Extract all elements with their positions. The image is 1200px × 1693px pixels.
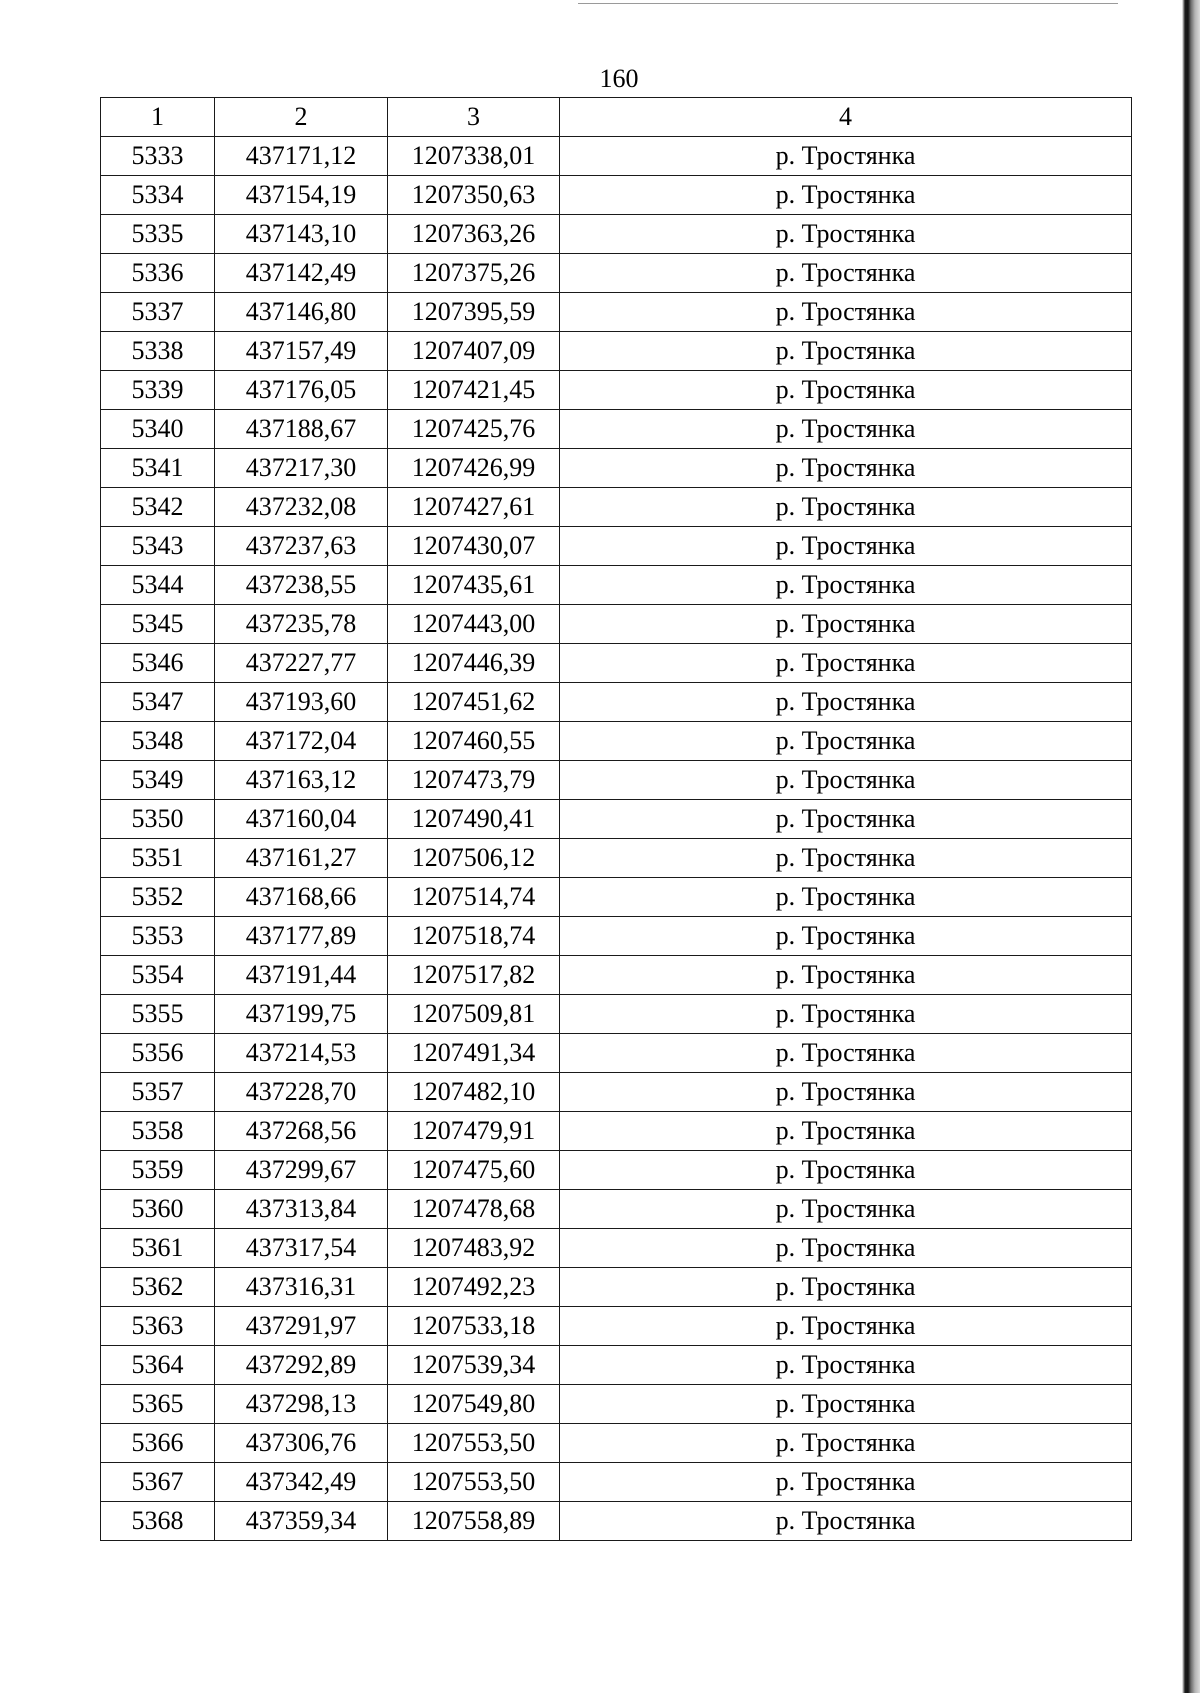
point-number-cell: 5334 xyxy=(101,176,215,215)
y-coordinate-cell: 1207473,79 xyxy=(388,761,560,800)
table-row xyxy=(101,371,1132,410)
table-row xyxy=(101,215,1132,254)
point-number-cell: 5355 xyxy=(101,995,215,1034)
y-coordinate-cell: 1207338,01 xyxy=(388,137,560,176)
column-header-4: 4 xyxy=(560,98,1132,137)
x-coordinate-cell: 437268,56 xyxy=(215,1112,388,1151)
x-coordinate-cell: 437227,77 xyxy=(215,644,388,683)
description-cell: р. Тростянка xyxy=(560,527,1132,566)
point-number-cell: 5346 xyxy=(101,644,215,683)
description-cell: р. Тростянка xyxy=(560,332,1132,371)
description-cell: р. Тростянка xyxy=(560,1034,1132,1073)
x-coordinate-cell: 437199,75 xyxy=(215,995,388,1034)
x-coordinate-cell: 437235,78 xyxy=(215,605,388,644)
column-header-3: 3 xyxy=(388,98,560,137)
y-coordinate-cell: 1207430,07 xyxy=(388,527,560,566)
table-row xyxy=(101,1034,1132,1073)
table-body xyxy=(101,137,1132,1541)
description-cell: р. Тростянка xyxy=(560,995,1132,1034)
y-coordinate-cell: 1207491,34 xyxy=(388,1034,560,1073)
description-cell: р. Тростянка xyxy=(560,1463,1132,1502)
description-cell: р. Тростянка xyxy=(560,917,1132,956)
description-cell: р. Тростянка xyxy=(560,605,1132,644)
description-cell: р. Тростянка xyxy=(560,683,1132,722)
x-coordinate-cell: 437299,67 xyxy=(215,1151,388,1190)
x-coordinate-cell: 437237,63 xyxy=(215,527,388,566)
description-cell: р. Тростянка xyxy=(560,1151,1132,1190)
table-row xyxy=(101,1151,1132,1190)
description-cell: р. Тростянка xyxy=(560,1073,1132,1112)
point-number-cell: 5367 xyxy=(101,1463,215,1502)
table-row xyxy=(101,1463,1132,1502)
description-cell: р. Тростянка xyxy=(560,371,1132,410)
column-header-2: 2 xyxy=(215,98,388,137)
point-number-cell: 5338 xyxy=(101,332,215,371)
x-coordinate-cell: 437232,08 xyxy=(215,488,388,527)
x-coordinate-cell: 437238,55 xyxy=(215,566,388,605)
x-coordinate-cell: 437157,49 xyxy=(215,332,388,371)
x-coordinate-cell: 437292,89 xyxy=(215,1346,388,1385)
table-row xyxy=(101,956,1132,995)
table-row xyxy=(101,1268,1132,1307)
x-coordinate-cell: 437163,12 xyxy=(215,761,388,800)
description-cell: р. Тростянка xyxy=(560,293,1132,332)
point-number-cell: 5351 xyxy=(101,839,215,878)
x-coordinate-cell: 437298,13 xyxy=(215,1385,388,1424)
table-row xyxy=(101,488,1132,527)
point-number-cell: 5339 xyxy=(101,371,215,410)
x-coordinate-cell: 437142,49 xyxy=(215,254,388,293)
point-number-cell: 5364 xyxy=(101,1346,215,1385)
y-coordinate-cell: 1207451,62 xyxy=(388,683,560,722)
y-coordinate-cell: 1207506,12 xyxy=(388,839,560,878)
y-coordinate-cell: 1207514,74 xyxy=(388,878,560,917)
point-number-cell: 5366 xyxy=(101,1424,215,1463)
table-row xyxy=(101,683,1132,722)
x-coordinate-cell: 437214,53 xyxy=(215,1034,388,1073)
x-coordinate-cell: 437193,60 xyxy=(215,683,388,722)
description-cell: р. Тростянка xyxy=(560,1229,1132,1268)
x-coordinate-cell: 437154,19 xyxy=(215,176,388,215)
table-row xyxy=(101,605,1132,644)
table-row xyxy=(101,566,1132,605)
point-number-cell: 5363 xyxy=(101,1307,215,1346)
point-number-cell: 5344 xyxy=(101,566,215,605)
point-number-cell: 5349 xyxy=(101,761,215,800)
y-coordinate-cell: 1207553,50 xyxy=(388,1463,560,1502)
y-coordinate-cell: 1207425,76 xyxy=(388,410,560,449)
y-coordinate-cell: 1207421,45 xyxy=(388,371,560,410)
y-coordinate-cell: 1207460,55 xyxy=(388,722,560,761)
point-number-cell: 5350 xyxy=(101,800,215,839)
y-coordinate-cell: 1207395,59 xyxy=(388,293,560,332)
y-coordinate-cell: 1207518,74 xyxy=(388,917,560,956)
x-coordinate-cell: 437191,44 xyxy=(215,956,388,995)
table-row xyxy=(101,176,1132,215)
description-cell: р. Тростянка xyxy=(560,488,1132,527)
table-row xyxy=(101,644,1132,683)
point-number-cell: 5348 xyxy=(101,722,215,761)
table-row xyxy=(101,1346,1132,1385)
x-coordinate-cell: 437188,67 xyxy=(215,410,388,449)
table-row xyxy=(101,293,1132,332)
description-cell: р. Тростянка xyxy=(560,254,1132,293)
y-coordinate-cell: 1207533,18 xyxy=(388,1307,560,1346)
table-row xyxy=(101,410,1132,449)
table-row xyxy=(101,1385,1132,1424)
point-number-cell: 5342 xyxy=(101,488,215,527)
x-coordinate-cell: 437168,66 xyxy=(215,878,388,917)
point-number-cell: 5362 xyxy=(101,1268,215,1307)
table-row xyxy=(101,995,1132,1034)
table-row xyxy=(101,1112,1132,1151)
point-number-cell: 5368 xyxy=(101,1502,215,1541)
y-coordinate-cell: 1207517,82 xyxy=(388,956,560,995)
table-row xyxy=(101,527,1132,566)
y-coordinate-cell: 1207553,50 xyxy=(388,1424,560,1463)
table-row xyxy=(101,137,1132,176)
point-number-cell: 5358 xyxy=(101,1112,215,1151)
table-row xyxy=(101,254,1132,293)
description-cell: р. Тростянка xyxy=(560,878,1132,917)
y-coordinate-cell: 1207478,68 xyxy=(388,1190,560,1229)
table-row xyxy=(101,332,1132,371)
y-coordinate-cell: 1207350,63 xyxy=(388,176,560,215)
point-number-cell: 5352 xyxy=(101,878,215,917)
table-row xyxy=(101,449,1132,488)
description-cell: р. Тростянка xyxy=(560,1502,1132,1541)
point-number-cell: 5336 xyxy=(101,254,215,293)
y-coordinate-cell: 1207549,80 xyxy=(388,1385,560,1424)
y-coordinate-cell: 1207426,99 xyxy=(388,449,560,488)
column-header-1: 1 xyxy=(101,98,215,137)
point-number-cell: 5340 xyxy=(101,410,215,449)
y-coordinate-cell: 1207492,23 xyxy=(388,1268,560,1307)
description-cell: р. Тростянка xyxy=(560,761,1132,800)
description-cell: р. Тростянка xyxy=(560,1385,1132,1424)
table-row xyxy=(101,1073,1132,1112)
y-coordinate-cell: 1207483,92 xyxy=(388,1229,560,1268)
description-cell: р. Тростянка xyxy=(560,722,1132,761)
table-header-row xyxy=(101,98,1132,137)
x-coordinate-cell: 437217,30 xyxy=(215,449,388,488)
point-number-cell: 5337 xyxy=(101,293,215,332)
description-cell: р. Тростянка xyxy=(560,176,1132,215)
scan-top-line xyxy=(578,3,1118,4)
scan-page-edge xyxy=(1182,0,1200,1693)
x-coordinate-cell: 437359,34 xyxy=(215,1502,388,1541)
point-number-cell: 5347 xyxy=(101,683,215,722)
description-cell: р. Тростянка xyxy=(560,215,1132,254)
x-coordinate-cell: 437306,76 xyxy=(215,1424,388,1463)
point-number-cell: 5353 xyxy=(101,917,215,956)
description-cell: р. Тростянка xyxy=(560,644,1132,683)
description-cell: р. Тростянка xyxy=(560,137,1132,176)
x-coordinate-cell: 437177,89 xyxy=(215,917,388,956)
y-coordinate-cell: 1207539,34 xyxy=(388,1346,560,1385)
y-coordinate-cell: 1207475,60 xyxy=(388,1151,560,1190)
coordinates-table xyxy=(100,97,1132,1541)
point-number-cell: 5359 xyxy=(101,1151,215,1190)
y-coordinate-cell: 1207427,61 xyxy=(388,488,560,527)
description-cell: р. Тростянка xyxy=(560,1190,1132,1229)
x-coordinate-cell: 437317,54 xyxy=(215,1229,388,1268)
point-number-cell: 5333 xyxy=(101,137,215,176)
description-cell: р. Тростянка xyxy=(560,1268,1132,1307)
table-row xyxy=(101,722,1132,761)
point-number-cell: 5354 xyxy=(101,956,215,995)
table-row xyxy=(101,1307,1132,1346)
description-cell: р. Тростянка xyxy=(560,410,1132,449)
x-coordinate-cell: 437160,04 xyxy=(215,800,388,839)
point-number-cell: 5357 xyxy=(101,1073,215,1112)
description-cell: р. Тростянка xyxy=(560,956,1132,995)
x-coordinate-cell: 437171,12 xyxy=(215,137,388,176)
x-coordinate-cell: 437342,49 xyxy=(215,1463,388,1502)
y-coordinate-cell: 1207490,41 xyxy=(388,800,560,839)
table-row xyxy=(101,800,1132,839)
description-cell: р. Тростянка xyxy=(560,566,1132,605)
point-number-cell: 5345 xyxy=(101,605,215,644)
y-coordinate-cell: 1207407,09 xyxy=(388,332,560,371)
x-coordinate-cell: 437172,04 xyxy=(215,722,388,761)
description-cell: р. Тростянка xyxy=(560,1346,1132,1385)
point-number-cell: 5361 xyxy=(101,1229,215,1268)
x-coordinate-cell: 437291,97 xyxy=(215,1307,388,1346)
table-row xyxy=(101,1190,1132,1229)
x-coordinate-cell: 437228,70 xyxy=(215,1073,388,1112)
description-cell: р. Тростянка xyxy=(560,1112,1132,1151)
x-coordinate-cell: 437146,80 xyxy=(215,293,388,332)
page-number: 160 xyxy=(599,64,639,93)
x-coordinate-cell: 437143,10 xyxy=(215,215,388,254)
y-coordinate-cell: 1207479,91 xyxy=(388,1112,560,1151)
table-row xyxy=(101,839,1132,878)
x-coordinate-cell: 437313,84 xyxy=(215,1190,388,1229)
description-cell: р. Тростянка xyxy=(560,839,1132,878)
y-coordinate-cell: 1207558,89 xyxy=(388,1502,560,1541)
x-coordinate-cell: 437176,05 xyxy=(215,371,388,410)
table-row xyxy=(101,1502,1132,1541)
table-row xyxy=(101,917,1132,956)
y-coordinate-cell: 1207443,00 xyxy=(388,605,560,644)
table-row xyxy=(101,878,1132,917)
description-cell: р. Тростянка xyxy=(560,800,1132,839)
y-coordinate-cell: 1207375,26 xyxy=(388,254,560,293)
point-number-cell: 5365 xyxy=(101,1385,215,1424)
description-cell: р. Тростянка xyxy=(560,449,1132,488)
point-number-cell: 5335 xyxy=(101,215,215,254)
point-number-cell: 5360 xyxy=(101,1190,215,1229)
y-coordinate-cell: 1207482,10 xyxy=(388,1073,560,1112)
table-row xyxy=(101,1229,1132,1268)
x-coordinate-cell: 437316,31 xyxy=(215,1268,388,1307)
table-row xyxy=(101,1424,1132,1463)
description-cell: р. Тростянка xyxy=(560,1424,1132,1463)
description-cell: р. Тростянка xyxy=(560,1307,1132,1346)
table-row xyxy=(101,761,1132,800)
y-coordinate-cell: 1207363,26 xyxy=(388,215,560,254)
y-coordinate-cell: 1207509,81 xyxy=(388,995,560,1034)
point-number-cell: 5356 xyxy=(101,1034,215,1073)
point-number-cell: 5343 xyxy=(101,527,215,566)
y-coordinate-cell: 1207446,39 xyxy=(388,644,560,683)
x-coordinate-cell: 437161,27 xyxy=(215,839,388,878)
y-coordinate-cell: 1207435,61 xyxy=(388,566,560,605)
point-number-cell: 5341 xyxy=(101,449,215,488)
